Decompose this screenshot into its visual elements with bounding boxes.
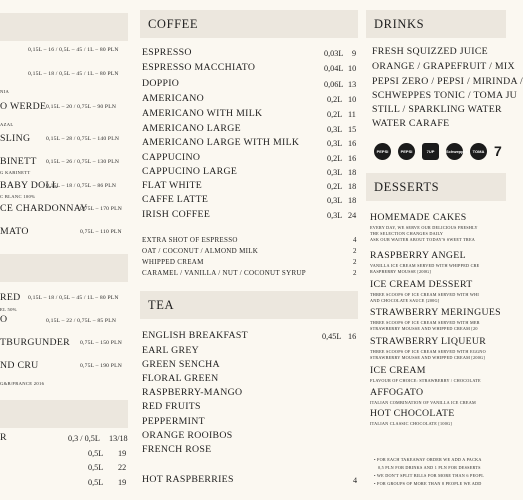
group-note: • FOR GROUPS OF MORE THAN 8 PEOPLE WE ADD bbox=[374, 481, 482, 486]
dessert-desc: ITALIAN COMBINATION OF VANILLA ICE CREAM bbox=[370, 400, 476, 405]
dessert-desc: ASK OUR WAITER ABOUT TODAY'S SWEET TREA bbox=[370, 237, 476, 242]
red-wine-note: EL 50% bbox=[0, 307, 17, 312]
dessert-desc: THREE SCOOPS OF ICE CREAM SERVED WITH MER bbox=[370, 320, 480, 325]
coffee-extra-price: 2 bbox=[353, 258, 357, 266]
dessert-desc: AND CHOCOLATE SAUCE [200G] bbox=[370, 298, 440, 303]
dessert-desc: RASPBERRY MOUSSE [200G] bbox=[370, 269, 431, 274]
dessert-desc: THREE SCOOPS OF ICE CREAM SERVED WITH EGGNO bbox=[370, 349, 486, 354]
wine-price: 0,15L – 20 / 0,75L – 90 PLN bbox=[46, 104, 117, 110]
coffee-item-size: 0,3L bbox=[327, 168, 343, 177]
dessert-desc: FLAVOUR OF CHOICE: STRAWBERRY / CHOCOLATE bbox=[370, 378, 481, 383]
tea-item: EARL GREY bbox=[142, 345, 200, 356]
coffee-extra-name: OAT / COCONUT / ALMOND MILK bbox=[142, 247, 259, 255]
beer-size: 0,5L bbox=[88, 478, 104, 487]
tea-price: 16 bbox=[348, 332, 357, 341]
red-wine-name: ND CRU bbox=[0, 360, 39, 371]
tea-item: ORANGE ROOIBOS bbox=[142, 430, 233, 441]
dessert-name: STRAWBERRY LIQUEUR bbox=[370, 336, 487, 347]
beer-price: 19 bbox=[118, 478, 127, 487]
coffee-item-name: AMERICANO LARGE WITH MILK bbox=[142, 137, 300, 148]
beer-size: 0,3 / 0,5L bbox=[68, 434, 100, 443]
dessert-desc: EVERY DAY, WE SERVE OUR DELICIOUS FRESHLY bbox=[370, 225, 478, 230]
coffee-item-size: 0,3L bbox=[327, 196, 343, 205]
left-section-header-2 bbox=[0, 254, 128, 282]
beer-price: 19 bbox=[118, 449, 127, 458]
coffee-item-size: 0,2L bbox=[327, 110, 343, 119]
wine-name: BABY DOLL bbox=[0, 180, 59, 191]
coffee-header: COFFEE bbox=[140, 10, 358, 38]
tea-item: FLORAL GREEN bbox=[142, 373, 219, 384]
coffee-item-size: 0,06L bbox=[324, 80, 344, 89]
drink-item: STILL / SPARKLING WATER bbox=[372, 104, 502, 115]
red-wine-price: 0,15L – 22 / 0,75L – 85 PLN bbox=[46, 318, 117, 324]
coffee-item-name: CAFFE LATTE bbox=[142, 194, 209, 205]
red-wine-name: O bbox=[0, 314, 8, 325]
coffee-item-size: 0,03L bbox=[324, 49, 344, 58]
pepsi-logo: PEPSI bbox=[374, 143, 391, 160]
schweppes-logo: Schweppes bbox=[446, 143, 463, 160]
red-wine-price: 0,75L – 190 PLN bbox=[80, 363, 122, 369]
coffee-item-price: 13 bbox=[348, 80, 357, 89]
wine-price: 0,15L – 18 / 0,5L – 45 / 1L – 80 PLN bbox=[28, 71, 119, 77]
hot-raspberries-price: 4 bbox=[353, 476, 358, 485]
coffee-item-name: CAPPUCINO bbox=[142, 152, 201, 163]
coffee-item-price: 11 bbox=[348, 110, 356, 119]
wine-name: MATO bbox=[0, 226, 29, 237]
red-wine-price: 0,75L – 150 PLN bbox=[80, 340, 122, 346]
left-section-header-1 bbox=[0, 13, 128, 41]
wine-beer-panel bbox=[0, 0, 130, 500]
coffee-item-price: 16 bbox=[348, 154, 357, 163]
coffee-item-name: IRISH COFFEE bbox=[142, 209, 211, 220]
coffee-item-name: FLAT WHITE bbox=[142, 180, 203, 191]
coffee-item-price: 10 bbox=[348, 95, 357, 104]
tea-item: GREEN SENCHA bbox=[142, 359, 220, 370]
coffee-item-name: AMERICANO WITH MILK bbox=[142, 108, 263, 119]
wine-note: AZAL bbox=[0, 122, 14, 127]
beer-price: 22 bbox=[118, 463, 127, 472]
coffee-item-name: DOPPIO bbox=[142, 78, 180, 89]
toma-logo: TOMA bbox=[470, 143, 487, 160]
red-wine-price: 0,15L – 18 / 0,5L – 45 / 1L – 80 PLN bbox=[28, 295, 119, 301]
tea-item: RASPBERRY-MANGO bbox=[142, 387, 243, 398]
coffee-item-price: 18 bbox=[348, 168, 357, 177]
beer-price: 13/18 bbox=[109, 434, 128, 443]
dessert-name: AFFOGATO bbox=[370, 387, 424, 398]
coffee-item-size: 0,04L bbox=[324, 64, 344, 73]
dessert-name: ICE CREAM DESSERT bbox=[370, 279, 473, 290]
wine-price: 0,15L – 16 / 0,5L – 45 / 1L – 80 PLN bbox=[28, 47, 119, 53]
tea-item: RED FRUITS bbox=[142, 401, 201, 412]
tea-item: PEPPERMINT bbox=[142, 416, 205, 427]
dessert-name: HOT CHOCOLATE bbox=[370, 408, 455, 419]
drink-item: WATER CARAFE bbox=[372, 118, 450, 129]
dessert-desc: STRAWBERRY MOUSSE AND WHIPPED CREAM [20 bbox=[370, 326, 478, 331]
coffee-extra-price: 2 bbox=[353, 247, 357, 255]
dessert-desc: VANILLA ICE CREAM SERVED WITH WHIPPED CRE bbox=[370, 263, 480, 268]
wine-price: 0,15L – 26 / 0,75L – 130 PLN bbox=[46, 159, 120, 165]
red-wine-note: G&B/FRANCE 2016 bbox=[0, 381, 45, 386]
pepsi-logo: PEPSI bbox=[398, 143, 415, 160]
coffee-item-size: 0,2L bbox=[327, 182, 343, 191]
wine-price: 0,15L – 18 / 0,75L – 86 PLN bbox=[46, 183, 117, 189]
takeaway-note: • FOR EACH TAKEAWAY ORDER WE ADD A PACKA bbox=[374, 457, 482, 462]
coffee-item-price: 18 bbox=[348, 196, 357, 205]
tea-item: ENGLISH BREAKFAST bbox=[142, 330, 248, 341]
wine-name: CE CHARDONNAY bbox=[0, 203, 88, 214]
coffee-item-size: 0,3L bbox=[327, 125, 343, 134]
coffee-item-price: 18 bbox=[348, 182, 357, 191]
wine-name: BINETT bbox=[0, 156, 37, 167]
coffee-item-name: ESPRESSO MACCHIATO bbox=[142, 62, 256, 73]
drink-item: SCHWEPPES TONIC / TOMA JU bbox=[372, 90, 518, 101]
coffee-item-size: 0,2L bbox=[327, 154, 343, 163]
coffee-item-price: 15 bbox=[348, 125, 357, 134]
coffee-item-name: AMERICANO bbox=[142, 93, 205, 104]
wine-price: 0,75L – 170 PLN bbox=[80, 206, 122, 212]
drinks-desserts-panel bbox=[366, 0, 523, 500]
coffee-item-size: 0,2L bbox=[327, 95, 343, 104]
wine-note: NIA bbox=[0, 89, 10, 94]
dessert-desc: STRAWBERRY MOUSSE AND WHIPPED CREAM [200G] bbox=[370, 355, 485, 360]
beer-name: R bbox=[0, 432, 7, 443]
coffee-item-name: ESPRESSO bbox=[142, 47, 192, 58]
dessert-desc: THREE SCOOPS OF ICE CREAM SERVED WITH WHI bbox=[370, 292, 479, 297]
beer-size: 0,5L bbox=[88, 449, 104, 458]
drink-item: FRESH SQUIZZED JUICE bbox=[372, 46, 488, 57]
wine-price: 0,75L – 110 PLN bbox=[80, 229, 122, 235]
coffee-item-price: 9 bbox=[352, 49, 357, 58]
coffee-extra-name: EXTRA SHOT OF ESPRESSO bbox=[142, 236, 238, 244]
coffee-item-size: 0,3L bbox=[327, 139, 343, 148]
coffee-extra-name: WHIPPED CREAM bbox=[142, 258, 204, 266]
drink-item: ORANGE / GRAPEFRUIT / MIX bbox=[372, 61, 515, 72]
coffee-extra-price: 2 bbox=[353, 269, 357, 277]
coffee-item-price: 10 bbox=[348, 64, 357, 73]
dessert-name: STRAWBERRY MERINGUES bbox=[370, 307, 501, 318]
coffee-extra-price: 4 bbox=[353, 236, 357, 244]
drink-item: PEPSI ZERO / PEPSI / MIRINDA / bbox=[372, 76, 523, 87]
tea-item: FRENCH ROSE bbox=[142, 444, 212, 455]
red-wine-name: RED bbox=[0, 292, 21, 303]
dessert-name: ICE CREAM bbox=[370, 365, 426, 376]
wine-price: 0,15L – 28 / 0,75L – 140 PLN bbox=[46, 136, 120, 142]
coffee-item-name: CAPPUCINO LARGE bbox=[142, 166, 238, 177]
coffee-item-size: 0,3L bbox=[327, 211, 343, 220]
desserts-header: DESSERTS bbox=[366, 173, 506, 201]
coffee-item-name: AMERICANO LARGE bbox=[142, 123, 241, 134]
hot-raspberries-name: HOT RASPBERRIES bbox=[142, 474, 234, 485]
wine-name: SLING bbox=[0, 133, 31, 144]
tea-header: TEA bbox=[140, 291, 358, 319]
takeaway-note: 0,5 PLN FOR DRINKS AND 1 PLN FOR DESSERTS bbox=[378, 465, 481, 470]
red-wine-name: TBURGUNDER bbox=[0, 337, 70, 348]
seven-up-logo: 7UP bbox=[422, 143, 439, 160]
coffee-tea-panel bbox=[136, 0, 360, 500]
wine-note: C BLANC 100% bbox=[0, 194, 36, 199]
coffee-item-price: 16 bbox=[348, 139, 357, 148]
dessert-name: RASPBERRY ANGEL bbox=[370, 250, 466, 261]
seven-logo: 7 bbox=[494, 143, 502, 159]
wine-note: G KABINETT bbox=[0, 170, 31, 175]
wine-name: O WERDE bbox=[0, 101, 47, 112]
dessert-name: HOMEMADE CAKES bbox=[370, 212, 467, 223]
dessert-desc: ITALIAN CLASSIC CHOCOLATE [100G] bbox=[370, 421, 452, 426]
beer-size: 0,5L bbox=[88, 463, 104, 472]
left-section-header-3 bbox=[0, 400, 128, 428]
split-bill-note: • WE DON'T SPLIT BILLS FOR MORE THAN 6 PEOPL bbox=[374, 473, 485, 478]
coffee-item-price: 24 bbox=[348, 211, 357, 220]
tea-size: 0,45L bbox=[322, 332, 342, 341]
dessert-desc: THE SELECTION CHANGES DAILY bbox=[370, 231, 444, 236]
drinks-header: DRINKS bbox=[366, 10, 506, 38]
coffee-extra-name: CARAMEL / VANILLA / NUT / COCONUT SYRUP bbox=[142, 269, 306, 277]
